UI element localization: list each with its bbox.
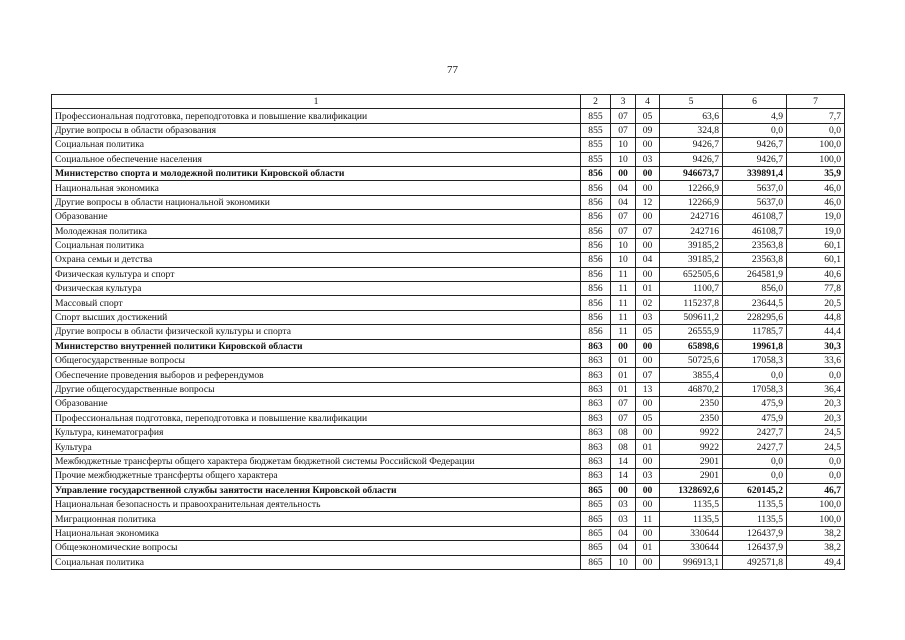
row-planned-value: 2901 xyxy=(660,469,723,483)
row-ministry-code: 855 xyxy=(581,138,611,152)
row-percent-value: 36,4 xyxy=(787,382,845,396)
row-planned-value: 242716 xyxy=(660,210,723,224)
table-row xyxy=(52,195,845,209)
row-section-code: 00 xyxy=(611,166,636,180)
row-executed-value: 228295,6 xyxy=(723,310,787,324)
table-row xyxy=(52,238,845,252)
row-executed-value: 0,0 xyxy=(723,469,787,483)
table-row xyxy=(52,541,845,555)
row-executed-value: 46108,7 xyxy=(723,224,787,238)
row-executed-value: 46108,7 xyxy=(723,210,787,224)
row-ministry-code: 856 xyxy=(581,325,611,339)
row-percent-value: 100,0 xyxy=(787,497,845,511)
row-planned-value: 509611,2 xyxy=(660,310,723,324)
row-name: Социальная политика xyxy=(52,238,581,252)
row-subsection-code: 00 xyxy=(636,339,660,353)
row-planned-value: 115237,8 xyxy=(660,296,723,310)
row-ministry-code: 855 xyxy=(581,109,611,123)
row-ministry-code: 865 xyxy=(581,483,611,497)
table-row xyxy=(52,354,845,368)
table-row xyxy=(52,425,845,439)
row-executed-value: 5637,0 xyxy=(723,195,787,209)
row-section-code: 04 xyxy=(611,541,636,555)
row-planned-value: 9426,7 xyxy=(660,138,723,152)
row-percent-value: 0,0 xyxy=(787,454,845,468)
row-subsection-code: 00 xyxy=(636,210,660,224)
row-ministry-code: 855 xyxy=(581,152,611,166)
row-percent-value: 33,6 xyxy=(787,354,845,368)
row-percent-value: 60,1 xyxy=(787,253,845,267)
row-subsection-code: 01 xyxy=(636,541,660,555)
row-subsection-code: 00 xyxy=(636,267,660,281)
row-name: Другие общегосударственные вопросы xyxy=(52,382,581,396)
row-ministry-code: 856 xyxy=(581,267,611,281)
row-ministry-code: 865 xyxy=(581,497,611,511)
row-planned-value: 1135,5 xyxy=(660,512,723,526)
table-row xyxy=(52,483,845,497)
table-row xyxy=(52,339,845,353)
row-planned-value: 39185,2 xyxy=(660,253,723,267)
row-section-code: 10 xyxy=(611,238,636,252)
row-percent-value: 44,8 xyxy=(787,310,845,324)
row-planned-value: 63,6 xyxy=(660,109,723,123)
row-executed-value: 475,9 xyxy=(723,411,787,425)
row-ministry-code: 863 xyxy=(581,354,611,368)
row-executed-value: 0,0 xyxy=(723,454,787,468)
row-subsection-code: 00 xyxy=(636,397,660,411)
row-ministry-code: 856 xyxy=(581,282,611,296)
row-percent-value: 38,2 xyxy=(787,526,845,540)
header-row xyxy=(52,95,845,109)
table-row xyxy=(52,138,845,152)
row-subsection-code: 05 xyxy=(636,411,660,425)
row-ministry-code: 865 xyxy=(581,541,611,555)
row-planned-value: 1100,7 xyxy=(660,282,723,296)
row-ministry-code: 856 xyxy=(581,166,611,180)
row-subsection-code: 00 xyxy=(636,454,660,468)
table-header xyxy=(52,95,845,109)
row-name: Межбюджетные трансферты общего характера бюджетам бюджетной системы Российской Федерации xyxy=(52,454,581,468)
table-body xyxy=(52,109,845,570)
row-planned-value: 1135,5 xyxy=(660,497,723,511)
row-percent-value: 35,9 xyxy=(787,166,845,180)
row-ministry-code: 863 xyxy=(581,425,611,439)
table-row xyxy=(52,325,845,339)
row-executed-value: 11785,7 xyxy=(723,325,787,339)
row-section-code: 11 xyxy=(611,267,636,281)
row-percent-value: 20,5 xyxy=(787,296,845,310)
row-section-code: 01 xyxy=(611,354,636,368)
table-row xyxy=(52,469,845,483)
row-subsection-code: 00 xyxy=(636,497,660,511)
row-planned-value: 330644 xyxy=(660,541,723,555)
row-percent-value: 38,2 xyxy=(787,541,845,555)
row-section-code: 07 xyxy=(611,210,636,224)
row-percent-value: 77,8 xyxy=(787,282,845,296)
row-planned-value: 26555,9 xyxy=(660,325,723,339)
row-percent-value: 46,0 xyxy=(787,195,845,209)
row-section-code: 11 xyxy=(611,296,636,310)
row-executed-value: 856,0 xyxy=(723,282,787,296)
row-ministry-code: 856 xyxy=(581,296,611,310)
row-planned-value: 65898,6 xyxy=(660,339,723,353)
table-row xyxy=(52,555,845,569)
row-percent-value: 19,0 xyxy=(787,210,845,224)
row-ministry-code: 856 xyxy=(581,224,611,238)
row-percent-value: 44,4 xyxy=(787,325,845,339)
row-ministry-code: 855 xyxy=(581,123,611,137)
row-name: Социальное обеспечение населения xyxy=(52,152,581,166)
row-ministry-code: 863 xyxy=(581,397,611,411)
row-ministry-code: 856 xyxy=(581,310,611,324)
table-row xyxy=(52,282,845,296)
row-planned-value: 12266,9 xyxy=(660,181,723,195)
row-planned-value: 1328692,6 xyxy=(660,483,723,497)
row-executed-value: 9426,7 xyxy=(723,138,787,152)
row-section-code: 11 xyxy=(611,325,636,339)
table-row xyxy=(52,166,845,180)
row-name: Образование xyxy=(52,210,581,224)
row-name: Национальная безопасность и правоохранительная деятельность xyxy=(52,497,581,511)
table-row xyxy=(52,368,845,382)
row-percent-value: 30,3 xyxy=(787,339,845,353)
row-subsection-code: 01 xyxy=(636,282,660,296)
row-percent-value: 46,0 xyxy=(787,181,845,195)
row-section-code: 10 xyxy=(611,253,636,267)
row-name: Миграционная политика xyxy=(52,512,581,526)
row-section-code: 03 xyxy=(611,497,636,511)
row-executed-value: 17058,3 xyxy=(723,382,787,396)
row-section-code: 07 xyxy=(611,397,636,411)
row-planned-value: 2901 xyxy=(660,454,723,468)
row-ministry-code: 863 xyxy=(581,411,611,425)
header-col-3: 3 xyxy=(611,95,636,109)
row-subsection-code: 00 xyxy=(636,166,660,180)
row-ministry-code: 863 xyxy=(581,382,611,396)
row-percent-value: 24,5 xyxy=(787,425,845,439)
header-col-2: 2 xyxy=(581,95,611,109)
row-section-code: 03 xyxy=(611,512,636,526)
row-subsection-code: 00 xyxy=(636,238,660,252)
row-name: Образование xyxy=(52,397,581,411)
budget-table xyxy=(51,94,845,570)
table-row xyxy=(52,397,845,411)
row-subsection-code: 09 xyxy=(636,123,660,137)
row-name: Общеэкономические вопросы xyxy=(52,541,581,555)
table-row xyxy=(52,210,845,224)
row-name: Обеспечение проведения выборов и референдумов xyxy=(52,368,581,382)
row-subsection-code: 00 xyxy=(636,354,660,368)
row-subsection-code: 00 xyxy=(636,425,660,439)
row-planned-value: 2350 xyxy=(660,397,723,411)
row-percent-value: 7,7 xyxy=(787,109,845,123)
row-subsection-code: 05 xyxy=(636,109,660,123)
row-ministry-code: 856 xyxy=(581,238,611,252)
row-planned-value: 9426,7 xyxy=(660,152,723,166)
row-planned-value: 996913,1 xyxy=(660,555,723,569)
row-percent-value: 19,0 xyxy=(787,224,845,238)
row-subsection-code: 01 xyxy=(636,440,660,454)
table-row xyxy=(52,310,845,324)
row-section-code: 14 xyxy=(611,469,636,483)
header-col-6: 6 xyxy=(723,95,787,109)
row-section-code: 10 xyxy=(611,152,636,166)
table-row xyxy=(52,296,845,310)
page-number: 77 xyxy=(447,64,458,76)
row-name: Спорт высших достижений xyxy=(52,310,581,324)
row-name: Прочие межбюджетные трансферты общего характера xyxy=(52,469,581,483)
row-name: Культура xyxy=(52,440,581,454)
row-name: Социальная политика xyxy=(52,138,581,152)
row-section-code: 11 xyxy=(611,310,636,324)
row-percent-value: 0,0 xyxy=(787,123,845,137)
row-executed-value: 2427,7 xyxy=(723,440,787,454)
row-name: Национальная экономика xyxy=(52,181,581,195)
row-percent-value: 49,4 xyxy=(787,555,845,569)
row-executed-value: 126437,9 xyxy=(723,541,787,555)
row-planned-value: 2350 xyxy=(660,411,723,425)
row-executed-value: 339891,4 xyxy=(723,166,787,180)
row-planned-value: 50725,6 xyxy=(660,354,723,368)
row-subsection-code: 02 xyxy=(636,296,660,310)
row-executed-value: 264581,9 xyxy=(723,267,787,281)
row-subsection-code: 00 xyxy=(636,526,660,540)
header-col-5: 5 xyxy=(660,95,723,109)
row-subsection-code: 00 xyxy=(636,555,660,569)
row-percent-value: 24,5 xyxy=(787,440,845,454)
table-row xyxy=(52,253,845,267)
table-row xyxy=(52,123,845,137)
row-planned-value: 330644 xyxy=(660,526,723,540)
row-section-code: 10 xyxy=(611,138,636,152)
row-name: Охрана семьи и детства xyxy=(52,253,581,267)
header-col-1: 1 xyxy=(52,95,581,109)
row-executed-value: 492571,8 xyxy=(723,555,787,569)
row-ministry-code: 863 xyxy=(581,440,611,454)
header-col-4: 4 xyxy=(636,95,660,109)
row-percent-value: 0,0 xyxy=(787,469,845,483)
row-name: Национальная экономика xyxy=(52,526,581,540)
row-executed-value: 23563,8 xyxy=(723,238,787,252)
row-section-code: 07 xyxy=(611,109,636,123)
row-percent-value: 46,7 xyxy=(787,483,845,497)
row-name: Физическая культура и спорт xyxy=(52,267,581,281)
row-planned-value: 946673,7 xyxy=(660,166,723,180)
table-row xyxy=(52,497,845,511)
row-planned-value: 324,8 xyxy=(660,123,723,137)
row-executed-value: 475,9 xyxy=(723,397,787,411)
table-row xyxy=(52,181,845,195)
row-name: Профессиональная подготовка, переподготовка и повышение квалификации xyxy=(52,109,581,123)
table-row xyxy=(52,526,845,540)
row-section-code: 04 xyxy=(611,181,636,195)
row-ministry-code: 865 xyxy=(581,512,611,526)
row-subsection-code: 07 xyxy=(636,368,660,382)
row-executed-value: 0,0 xyxy=(723,368,787,382)
table-row xyxy=(52,440,845,454)
row-subsection-code: 00 xyxy=(636,138,660,152)
row-section-code: 07 xyxy=(611,123,636,137)
row-subsection-code: 11 xyxy=(636,512,660,526)
row-name: Общегосударственные вопросы xyxy=(52,354,581,368)
row-executed-value: 620145,2 xyxy=(723,483,787,497)
table-row xyxy=(52,109,845,123)
row-ministry-code: 856 xyxy=(581,253,611,267)
table-row xyxy=(52,411,845,425)
row-ministry-code: 865 xyxy=(581,526,611,540)
row-section-code: 04 xyxy=(611,526,636,540)
row-name: Профессиональная подготовка, переподготовка и повышение квалификации xyxy=(52,411,581,425)
row-executed-value: 23644,5 xyxy=(723,296,787,310)
row-executed-value: 17058,3 xyxy=(723,354,787,368)
row-name: Управление государственной службы занятости населения Кировской области xyxy=(52,483,581,497)
table-row xyxy=(52,267,845,281)
row-name: Другие вопросы в области физической культуры и спорта xyxy=(52,325,581,339)
row-section-code: 14 xyxy=(611,454,636,468)
row-section-code: 08 xyxy=(611,440,636,454)
row-name: Министерство спорта и молодежной политики Кировской области xyxy=(52,166,581,180)
row-executed-value: 2427,7 xyxy=(723,425,787,439)
row-planned-value: 12266,9 xyxy=(660,195,723,209)
row-executed-value: 5637,0 xyxy=(723,181,787,195)
row-ministry-code: 856 xyxy=(581,195,611,209)
row-subsection-code: 04 xyxy=(636,253,660,267)
row-percent-value: 60,1 xyxy=(787,238,845,252)
row-name: Социальная политика xyxy=(52,555,581,569)
row-section-code: 04 xyxy=(611,195,636,209)
row-name: Физическая культура xyxy=(52,282,581,296)
row-ministry-code: 856 xyxy=(581,181,611,195)
row-percent-value: 100,0 xyxy=(787,138,845,152)
row-executed-value: 0,0 xyxy=(723,123,787,137)
row-executed-value: 126437,9 xyxy=(723,526,787,540)
row-name: Другие вопросы в области образования xyxy=(52,123,581,137)
row-section-code: 10 xyxy=(611,555,636,569)
row-subsection-code: 03 xyxy=(636,310,660,324)
row-subsection-code: 03 xyxy=(636,469,660,483)
row-planned-value: 652505,6 xyxy=(660,267,723,281)
row-ministry-code: 863 xyxy=(581,469,611,483)
row-section-code: 01 xyxy=(611,368,636,382)
row-planned-value: 39185,2 xyxy=(660,238,723,252)
row-percent-value: 0,0 xyxy=(787,368,845,382)
row-executed-value: 1135,5 xyxy=(723,497,787,511)
row-section-code: 00 xyxy=(611,339,636,353)
row-ministry-code: 863 xyxy=(581,368,611,382)
row-name: Массовый спорт xyxy=(52,296,581,310)
row-percent-value: 20,3 xyxy=(787,411,845,425)
row-planned-value: 46870,2 xyxy=(660,382,723,396)
row-planned-value: 242716 xyxy=(660,224,723,238)
row-ministry-code: 863 xyxy=(581,454,611,468)
row-section-code: 07 xyxy=(611,411,636,425)
row-subsection-code: 00 xyxy=(636,181,660,195)
row-executed-value: 1135,5 xyxy=(723,512,787,526)
row-subsection-code: 05 xyxy=(636,325,660,339)
table-row xyxy=(52,454,845,468)
row-executed-value: 9426,7 xyxy=(723,152,787,166)
row-ministry-code: 856 xyxy=(581,210,611,224)
row-subsection-code: 13 xyxy=(636,382,660,396)
header-col-7: 7 xyxy=(787,95,845,109)
row-name: Молодежная политика xyxy=(52,224,581,238)
row-section-code: 11 xyxy=(611,282,636,296)
row-section-code: 08 xyxy=(611,425,636,439)
row-executed-value: 19961,8 xyxy=(723,339,787,353)
row-section-code: 00 xyxy=(611,483,636,497)
row-planned-value: 9922 xyxy=(660,425,723,439)
table-row xyxy=(52,382,845,396)
row-subsection-code: 00 xyxy=(636,483,660,497)
row-subsection-code: 07 xyxy=(636,224,660,238)
row-planned-value: 3855,4 xyxy=(660,368,723,382)
row-name: Министерство внутренней политики Кировской области xyxy=(52,339,581,353)
row-name: Культура, кинематография xyxy=(52,425,581,439)
row-section-code: 01 xyxy=(611,382,636,396)
row-percent-value: 100,0 xyxy=(787,152,845,166)
table-row xyxy=(52,152,845,166)
row-subsection-code: 03 xyxy=(636,152,660,166)
row-section-code: 07 xyxy=(611,224,636,238)
row-subsection-code: 12 xyxy=(636,195,660,209)
table-row xyxy=(52,224,845,238)
table-row xyxy=(52,512,845,526)
row-percent-value: 100,0 xyxy=(787,512,845,526)
row-ministry-code: 865 xyxy=(581,555,611,569)
row-executed-value: 4,9 xyxy=(723,109,787,123)
row-executed-value: 23563,8 xyxy=(723,253,787,267)
row-percent-value: 20,3 xyxy=(787,397,845,411)
row-ministry-code: 863 xyxy=(581,339,611,353)
row-name: Другие вопросы в области национальной экономики xyxy=(52,195,581,209)
row-planned-value: 9922 xyxy=(660,440,723,454)
row-percent-value: 40,6 xyxy=(787,267,845,281)
